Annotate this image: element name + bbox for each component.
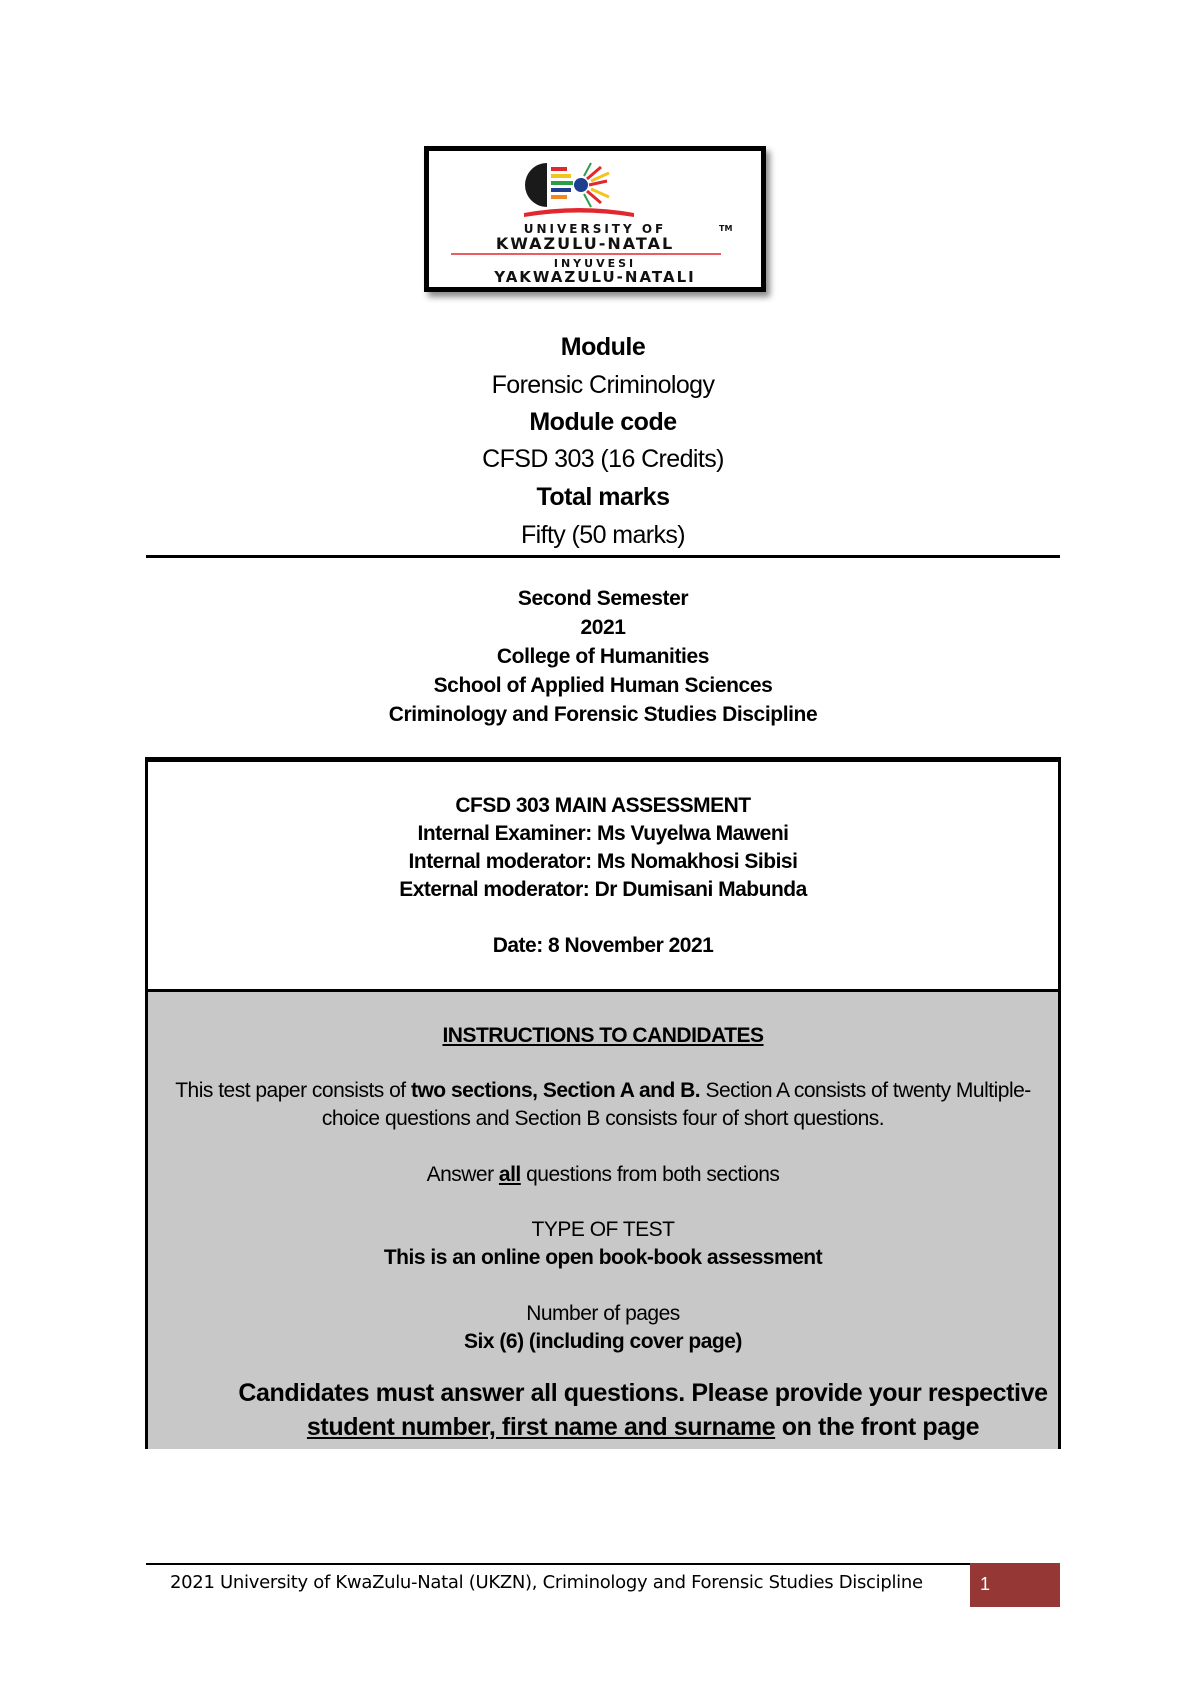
number-of-pages-label: Number of pages: [526, 1302, 680, 1325]
para1-text-bold: two sections, Section A and B.: [410, 1079, 701, 1102]
instructions-paragraph-line1: [148, 1079, 1058, 1103]
university-logo: [424, 146, 766, 292]
instructions-paragraph-line2: choice questions and Section B consists four of short questions.: [321, 1107, 885, 1130]
answer-text-all: all: [498, 1163, 521, 1186]
para1-text-a: This test paper consists of: [175, 1079, 411, 1102]
instructions-heading: INSTRUCTIONS TO CANDIDATES: [442, 1024, 764, 1047]
assessment-date: Date: 8 November 2021: [492, 934, 714, 957]
header-divider: [146, 555, 1060, 558]
total-marks-value: Fifty (50 marks): [520, 521, 686, 549]
assessment-details: [148, 762, 1058, 992]
type-of-test-label: TYPE OF TEST: [531, 1218, 675, 1241]
answer-text-a: Answer: [426, 1163, 499, 1186]
final-line2-rest: on the front page: [775, 1413, 980, 1441]
logo-line1: UNIVERSITY OF: [523, 222, 667, 236]
total-marks-label: Total marks: [536, 483, 670, 511]
page-number-badge: [970, 1563, 1060, 1607]
type-of-test-value: This is an online open book-book assessment: [383, 1246, 823, 1269]
discipline: Criminology and Forensic Studies Discipline: [388, 703, 818, 726]
emblem-icon: [524, 163, 634, 217]
final-line2-underlined: student number, first name and surname: [306, 1413, 776, 1441]
module-value: Forensic Criminology: [491, 371, 715, 399]
school: School of Applied Human Sciences: [433, 674, 773, 697]
footer-text: 2021 University of KwaZulu-Natal (UKZN), Criminology and Forensic Studies Discipline: [170, 1572, 923, 1593]
semester: Second Semester: [517, 587, 689, 610]
logo-line2: KWAZULU-NATAL: [495, 234, 675, 253]
answer-text-c: questions from both sections: [520, 1163, 780, 1186]
college: College of Humanities: [496, 645, 710, 668]
course-info: [146, 584, 1060, 729]
footer-divider: [146, 1563, 1060, 1565]
instructions-panel: [148, 992, 1058, 1449]
assessment-box: [145, 757, 1061, 1449]
logo-tm: TM: [719, 224, 733, 233]
module-code-value: CFSD 303 (16 Credits): [482, 445, 724, 473]
year: 2021: [580, 616, 626, 639]
page-number: 1: [980, 1574, 991, 1594]
internal-moderator: Internal moderator: Ms Nomakhosi Sibisi: [408, 850, 798, 873]
module-code-label: Module code: [529, 408, 677, 436]
answer-instruction: [148, 1163, 1058, 1187]
ukzn-crest-icon: [429, 151, 761, 287]
module-label: Module: [560, 333, 646, 361]
para1-text-c: Section A consists of twenty Multiple-: [700, 1079, 1031, 1102]
external-moderator: External moderator: Dr Dumisani Mabunda: [399, 878, 807, 901]
final-instruction-line1: Candidates must answer all questions. Please provide your respective: [238, 1379, 1048, 1407]
logo-line3: INYUVESI: [553, 257, 637, 270]
number-of-pages-value: Six (6) (including cover page): [464, 1330, 742, 1353]
assessment-title: CFSD 303 MAIN ASSESSMENT: [455, 794, 751, 817]
logo-line4: YAKWAZULU-NATALI: [494, 268, 696, 286]
internal-examiner: Internal Examiner: Ms Vuyelwa Maweni: [417, 822, 789, 845]
final-instruction-line2: [188, 1413, 1098, 1442]
